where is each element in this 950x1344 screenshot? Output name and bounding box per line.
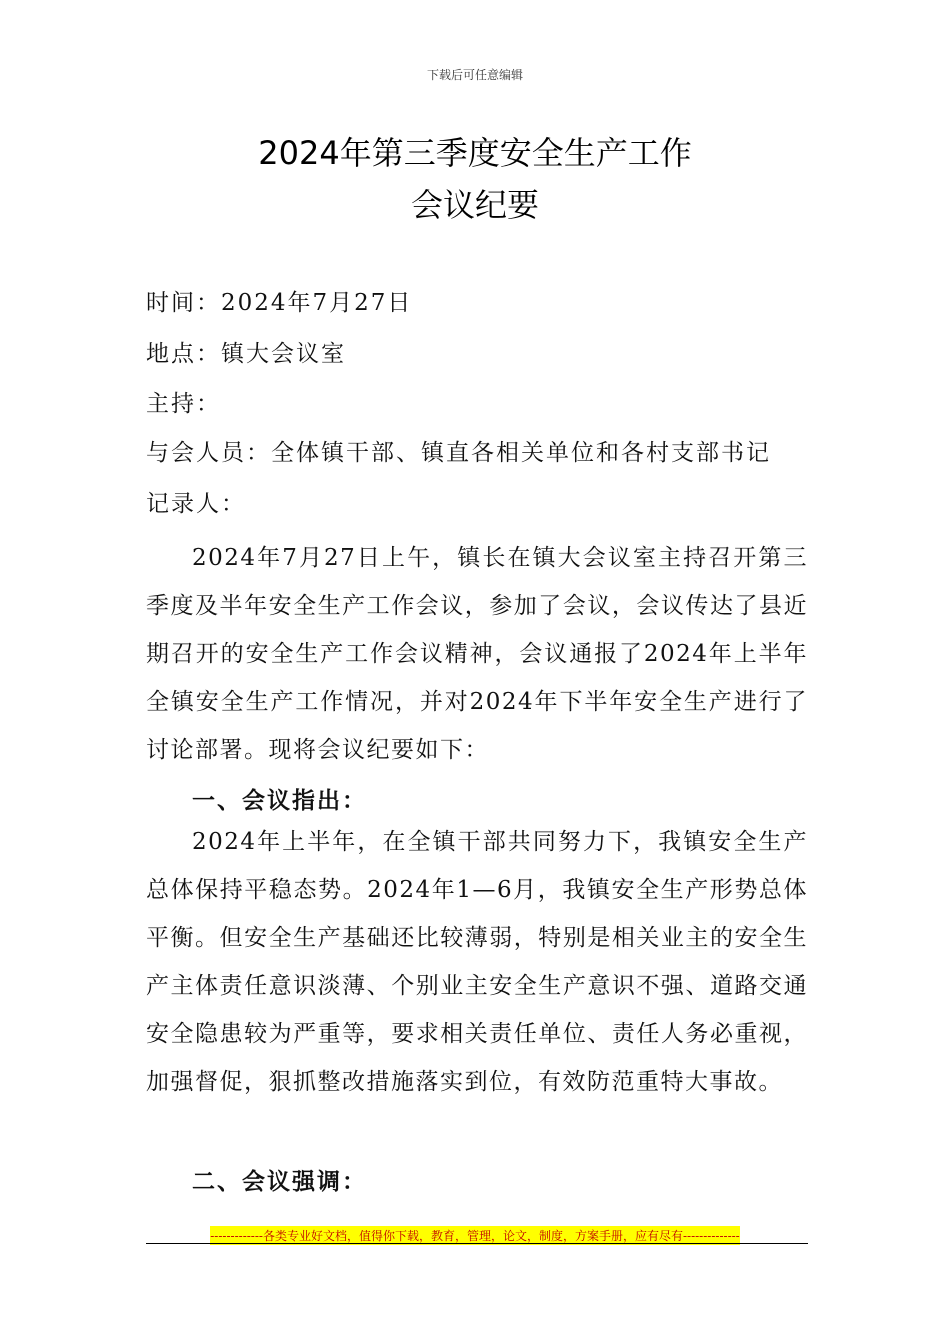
intro-paragraph: 2024年7月27日上午，镇长在镇大会议室主持召开第三季度及半年安全生产工作会议，参加了会议，会议传达了县近期召开的安全生产工作会议精神，会议通报了2024年上半年全镇安全生产工作情况，并对2024年下半年安全生产进行了讨论部署。现将会议纪要如下： <box>146 545 808 763</box>
document-title-line-2: 会议纪要 <box>410 186 539 224</box>
section-1-heading: 一、会议指出： <box>192 787 367 814</box>
meeting-host: 主持： <box>146 391 221 417</box>
meeting-time: 时间：2024年7月27日 <box>146 290 413 316</box>
footer-divider <box>146 1243 808 1244</box>
document-title-line-1: 2024年第三季度安全生产工作 <box>258 134 692 172</box>
section-2-heading: 二、会议强调： <box>192 1168 367 1195</box>
meeting-recorder: 记录人： <box>146 491 246 517</box>
footer-banner <box>0 1225 950 1245</box>
header-note: 下载后可任意编辑 <box>426 68 523 82</box>
meeting-place: 地点：镇大会议室 <box>146 341 346 367</box>
footer-banner-text: -------------各类专业好文档，值得你下载，教育，管理，论文，制度，方案手册，应有尽有-------------- <box>210 1226 739 1245</box>
meeting-attendees: 与会人员：全体镇干部、镇直各相关单位和各村支部书记 <box>146 440 771 466</box>
section-1-body: 2024年上半年，在全镇干部共同努力下，我镇安全生产总体保持平稳态势。2024年1—6月，我镇安全生产形势总体平衡。但安全生产基础还比较薄弱，特别是相关业主的安全生产主体责任意识淡薄、个别业主安全生产意识不强、道路交通安全隐患较为严重等，要求相关责任单位、责任人务必重视，加强督促，狠抓整改措施落实到位，有效防范重特大事故。 <box>146 829 808 1095</box>
